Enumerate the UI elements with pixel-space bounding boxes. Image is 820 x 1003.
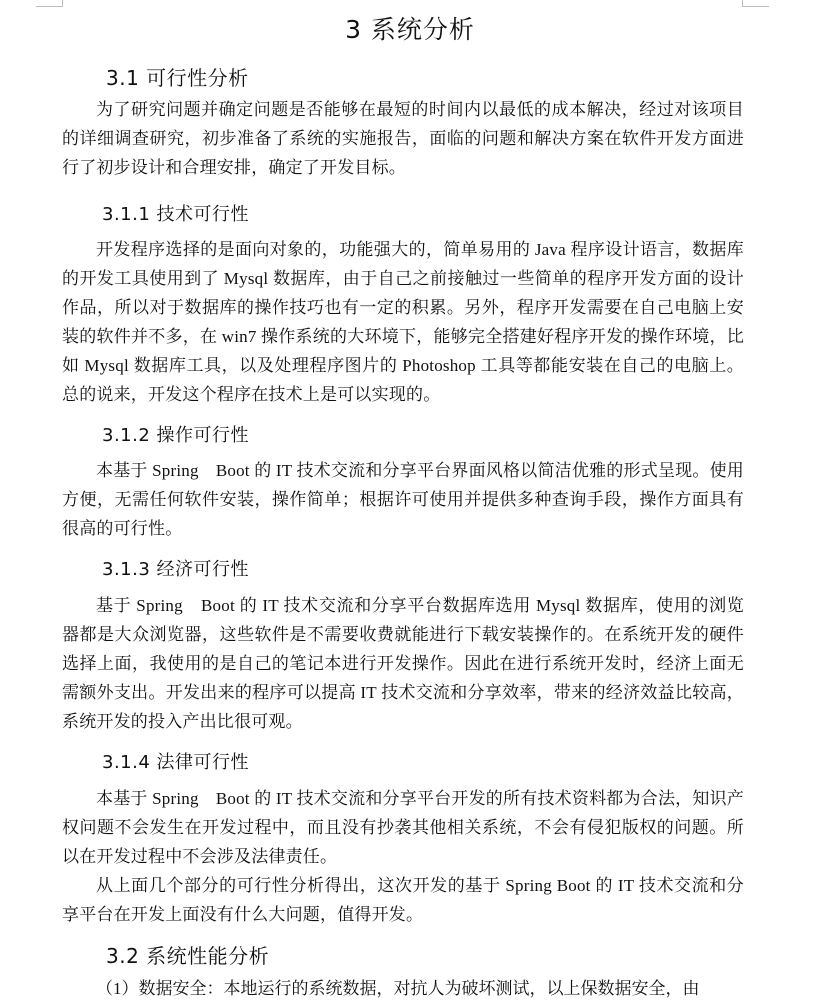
section-3-2-clipped-text: （1）数据安全：本地运行的系统数据，对抗人为破坏测试，以上保数据安全，由 [96,979,700,998]
section-3-1-3-body: 基于 Spring Boot 的 IT 技术交流和分享平台数据库选用 Mysql 数据库，使用的浏览器都是大众浏览器，这些软件是不需要收费就能进行下载安装操作的。在系统开发的硬件选择上面，我使用的是自己的笔记本进行开发操作。因此在进行系统开发时，经济上面无需额外支出。开发出来的程序可以提高 IT 技术交流和分享效率，带来的经济效益比较高，系统开发的投入产出比很可观。 [62,596,744,731]
section-heading-3-2: 3.2 系统性能分析 [106,944,270,968]
section-3-1-intro: 为了研究问题并确定问题是否能够在最短的时间内以最低的成本解决，经过对该项目的详细调查研究，初步准备了系统的实施报告，面临的问题和解决方案在软件开发方面进行了初步设计和合理安排，确定了开发目标。 [62,100,744,177]
section-3-2-clipped-line [62,976,744,998]
section-heading-3-1-4: 3.1.4 法律可行性 [102,752,250,773]
feasibility-conclusion: 从上面几个部分的可行性分析得出，这次开发的基于 Spring Boot 的 IT 技术交流和分享平台在开发上面没有什么大问题，值得开发。 [62,876,744,924]
section-3-1-1-body: 开发程序选择的是面向对象的，功能强大的，简单易用的 Java 程序设计语言，数据库的开发工具使用到了 Mysql 数据库，由于自己之前接触过一些简单的程序开发方面的设计作品，所以对于数据库的操作技巧也有一定的积累。另外，程序开发需要在自己电脑上安装的软件并不多，在 win7 操作系统的大环境下，能够完全搭建好程序开发的操作环境，比如 Mysql 数据库工具，以及处理程序图片的 Photoshop 工具等都能安装在自己的电脑上。总的说来，开发这个程序在技术上是可以实现的。 [62,240,744,404]
section-3-1-2-body: 本基于 Spring Boot 的 IT 技术交流和分享平台界面风格以简洁优雅的形式呈现。使用方便，无需任何软件安装，操作简单；根据许可使用并提供多种查询手段，操作方面具有很高的可行性。 [62,461,744,538]
section-heading-3-1: 3.1 可行性分析 [106,66,249,90]
section-heading-3-1-3: 3.1.3 经济可行性 [102,559,250,580]
section-3-1-4-body: 本基于 Spring Boot 的 IT 技术交流和分享平台开发的所有技术资料都为合法，知识产权问题不会发生在开发过程中，而且没有抄袭其他相关系统，不会有侵犯版权的问题。所以在开发过程中不会涉及法律责任。 [62,789,744,866]
section-heading-3-1-1: 3.1.1 技术可行性 [102,204,250,225]
chapter-title: 3 系统分析 [345,15,475,44]
section-heading-3-1-2: 3.1.2 操作可行性 [102,425,250,446]
